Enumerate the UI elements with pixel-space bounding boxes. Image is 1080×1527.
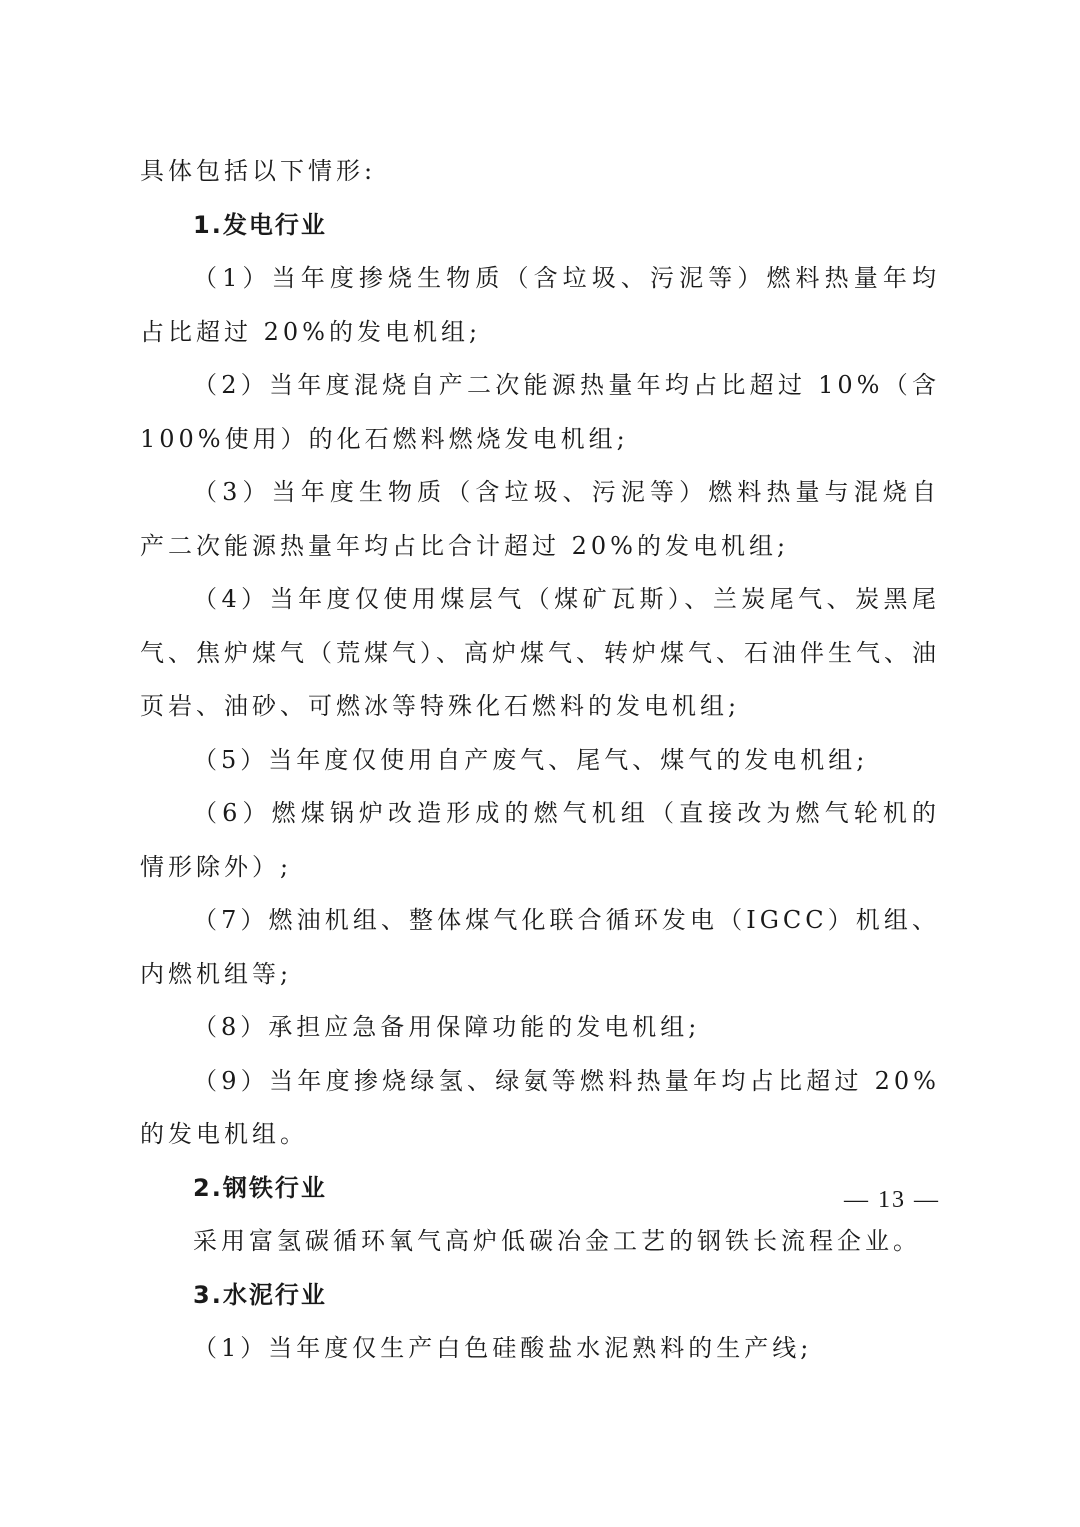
- page-number: — 13 —: [844, 1187, 940, 1213]
- power-item-6: （6）燃煤锅炉改造形成的燃气机组（直接改为燃气轮机的情形除外）;: [140, 799, 940, 881]
- section-heading-steel: 2.钢铁行业: [193, 1173, 327, 1202]
- power-item-7: （7）燃油机组、整体煤气化联合循环发电（IGCC）机组、内燃机组等;: [140, 906, 940, 988]
- document-page: [140, 145, 940, 1376]
- cement-item-1: （1）当年度仅生产白色硅酸盐水泥熟料的生产线;: [193, 1334, 813, 1362]
- section-heading-power: 1.发电行业: [193, 210, 327, 239]
- intro-paragraph: 具体包括以下情形:: [140, 157, 377, 185]
- power-item-2: （2）当年度混烧自产二次能源热量年均占比超过 10%（含 100%使用）的化石燃料燃烧发电机组;: [140, 371, 940, 453]
- power-item-3: （3）当年度生物质（含垃圾、污泥等）燃料热量与混烧自产二次能源热量年均占比合计超过 20%的发电机组;: [140, 478, 940, 560]
- section-heading-cement: 3.水泥行业: [193, 1280, 327, 1309]
- power-item-5: （5）当年度仅使用自产废气、尾气、煤气的发电机组;: [193, 745, 869, 774]
- steel-item: 采用富氢碳循环氧气高炉低碳冶金工艺的钢铁长流程企业。: [193, 1227, 921, 1255]
- power-item-1: （1）当年度掺烧生物质（含垃圾、污泥等）燃料热量年均占比超过 20%的发电机组;: [140, 264, 940, 346]
- power-item-4: （4）当年度仅使用煤层气（煤矿瓦斯）、兰炭尾气、炭黑尾气、焦炉煤气（荒煤气）、高炉煤气、转炉煤气、石油伴生气、油页岩、油砂、可燃冰等特殊化石燃料的发电机组;: [140, 585, 940, 720]
- power-item-8: （8）承担应急备用保障功能的发电机组;: [193, 1013, 701, 1041]
- power-item-9: （9）当年度掺烧绿氢、绿氨等燃料热量年均占比超过 20%的发电机组。: [140, 1066, 940, 1148]
